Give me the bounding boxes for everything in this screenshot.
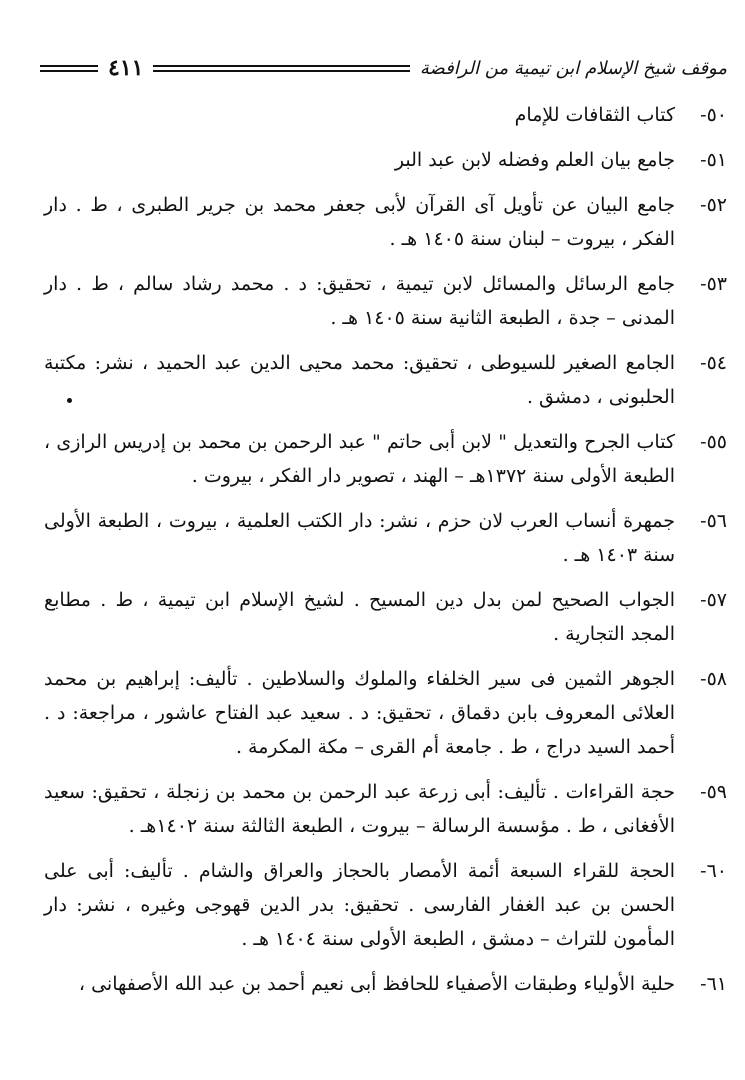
entry-text: الجواب الصحيح لمن بدل دين المسيح . لشيخ الإسلام ابن تيمية ، ط . مطابع المجد التجارية . bbox=[44, 589, 675, 645]
bibliography-entry bbox=[44, 504, 727, 572]
entry-text: جمهرة أنساب العرب لان حزم ، نشر: دار الكتب العلمية ، بيروت ، الطبعة الأولى سنة ١٤٠٣ هـ . bbox=[44, 510, 675, 566]
entry-text: حجة القراءات . تأليف: أبى زرعة عبد الرحمن بن محمد بن زنجلة ، تحقيق: سعيد الأفغانى ، ط . مؤسسة الرسالة – بيروت ، الطبعة الثالثة سنة ١٤٠٢هـ . bbox=[44, 781, 675, 837]
entry-number: ٦٠- bbox=[700, 860, 727, 882]
bibliography-entry bbox=[44, 98, 727, 132]
bibliography-entry bbox=[44, 775, 727, 843]
entry-text: كتاب الجرح والتعديل " لابن أبى حاتم " عبد الرحمن بن محمد بن إدريس الرازى ، الطبعة الأولى سنة ١٣٧٢هـ – الهند ، تصوير دار الفكر ، بيروت . bbox=[44, 431, 675, 487]
bibliography-entry bbox=[44, 854, 727, 956]
bibliography-entry bbox=[44, 267, 727, 335]
entry-text: جامع البيان عن تأويل آى القرآن لأبى جعفر محمد بن جرير الطبرى ، ط . دار الفكر ، بيروت – لبنان سنة ١٤٠٥ هـ . bbox=[44, 194, 675, 250]
entry-text: جامع الرسائل والمسائل لابن تيمية ، تحقيق: د . محمد رشاد سالم ، ط . دار المدنى – جدة ، الطبعة الثانية سنة ١٤٠٥ هـ . bbox=[44, 273, 675, 329]
entry-text: جامع بيان العلم وفضله لابن عبد البر bbox=[394, 149, 675, 171]
header-rule-middle bbox=[153, 65, 409, 72]
entry-text: الجوهر الثمين فى سير الخلفاء والملوك والسلاطين . تأليف: إبراهيم بن محمد العلائى المعروف بابن دقماق ، تحقيق: د . سعيد عبد الفتاح عاشور ، مراجعة: د . أحمد السيد دراج ، ط . جامعة أم القرى – مكة المكرمة . bbox=[44, 668, 675, 758]
stray-mark bbox=[67, 398, 72, 403]
entry-text: الحجة للقراء السبعة أئمة الأمصار بالحجاز والعراق والشام . تأليف: أبى على الحسن بن عبد الغفار الفارسى . تحقيق: بدر الدين قهوجى وغيره ، نشر: دار المأمون للتراث – دمشق ، الطبعة الأولى سنة ١٤٠٤ هـ . bbox=[44, 860, 675, 950]
running-title: موقف شيخ الإسلام ابن تيمية من الرافضة bbox=[419, 57, 727, 79]
entry-number: ٥٩- bbox=[700, 781, 727, 803]
page-number: ٤١١ bbox=[108, 55, 144, 81]
bibliography-entry bbox=[44, 143, 727, 177]
entry-number: ٥٢- bbox=[700, 194, 727, 216]
entry-text: الجامع الصغير للسيوطى ، تحقيق: محمد محيى الدين عبد الحميد ، نشر: مكتبة الحلبونى ، دمشق . bbox=[44, 352, 675, 408]
bibliography-entry bbox=[44, 188, 727, 256]
page-header bbox=[40, 48, 727, 88]
header-rule-left bbox=[40, 65, 98, 72]
entry-number: ٥٨- bbox=[700, 668, 727, 690]
entry-number: ٦١- bbox=[700, 973, 727, 995]
bibliography-entry bbox=[44, 346, 727, 414]
bibliography-entry bbox=[44, 583, 727, 651]
bibliography-entry bbox=[44, 967, 727, 1001]
entry-number: ٥٠- bbox=[700, 104, 727, 126]
entry-text: كتاب الثقافات للإمام bbox=[514, 104, 675, 126]
entry-number: ٥٦- bbox=[700, 510, 727, 532]
bibliography-entry bbox=[44, 425, 727, 493]
entry-number: ٥١- bbox=[700, 149, 727, 171]
bibliography-list bbox=[44, 98, 727, 1012]
bibliography-entry bbox=[44, 662, 727, 764]
entry-number: ٥٥- bbox=[700, 431, 727, 453]
entry-number: ٥٧- bbox=[700, 589, 727, 611]
entry-number: ٥٤- bbox=[700, 352, 727, 374]
entry-text: حلية الأولياء وطبقات الأصفياء للحافظ أبى نعيم أحمد بن عبد الله الأصفهانى ، bbox=[78, 973, 675, 995]
entry-number: ٥٣- bbox=[700, 273, 727, 295]
